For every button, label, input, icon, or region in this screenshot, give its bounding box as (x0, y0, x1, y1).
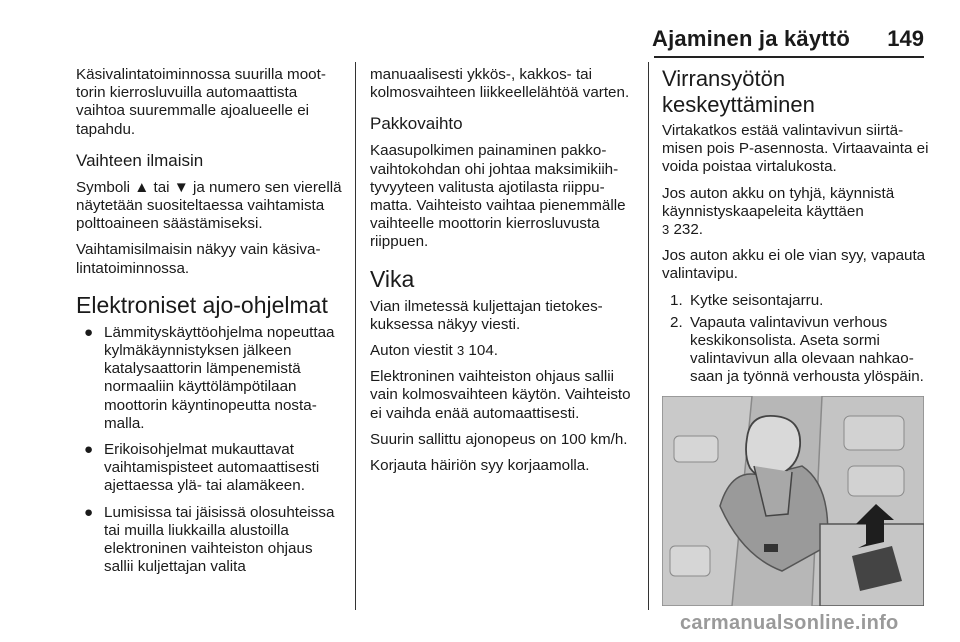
bullet-icon: ● (84, 503, 94, 521)
paragraph-text: Auton viestit (370, 342, 457, 360)
list-item (662, 314, 930, 387)
gear-selector-illustration (662, 396, 924, 606)
page-reference-icon: 3 (456, 343, 465, 359)
page-reference-icon: 3 (662, 222, 670, 238)
list-item-text: Lumisissa tai jäisissä olosuhteissa tai muilla liukkailla alustoilla elektroninen vaihteiston ohjaus sallii kuljettajan valita (104, 503, 335, 576)
step-text: Kytke seisontajarru. (690, 291, 824, 309)
heading-pakkovaihto: Pakkovaihto (370, 114, 463, 134)
bullet-icon: ● (84, 323, 94, 341)
paragraph: Elektroninen vaihteiston ohjaus sallii vain kolmosvaihteen käytön. Vaihteisto ei vaihda enää automaattisesti. (370, 368, 631, 422)
paragraph: Vian ilmetessä kuljettajan tietokeskuksessa näkyy viesti. (370, 297, 603, 333)
header-rule (654, 56, 924, 58)
page-reference: 232. (673, 221, 704, 239)
heading-virransyoton: Virransyötön keskeyttäminen (662, 66, 815, 117)
chapter-title: Ajaminen ja käyttö (652, 26, 850, 51)
step-text: Vapauta valintavivun verhous keskikonsolista. Aseta sormi valintavivun alla olevaan nahkaosaan ja työnnä verhousta ylöspäin. (690, 313, 924, 386)
column-3 (662, 66, 930, 391)
heading-vika: Vika (370, 265, 415, 292)
list-item (76, 441, 346, 496)
paragraph-text: Jos auton akku on tyhjä, käynnistä käynnistyskaapeleita käyttäen (662, 184, 895, 220)
list-item (76, 324, 346, 433)
paragraph: Symboli ▲ tai ▼ ja numero sen vierellä näytetään suositeltaessa vaihtamista polttoaineen säästämiseksi. (76, 178, 342, 233)
list-item (76, 504, 346, 577)
list-item (662, 292, 930, 310)
column-divider (355, 62, 356, 610)
step-number: 2. (670, 313, 683, 331)
list-item-text: Erikoisohjelmat mukauttavat vaihtamispisteet automaattisesti ajettaessa ylä- tai alamäkeen. (104, 441, 320, 495)
paragraph (662, 185, 930, 240)
column-divider (648, 62, 649, 610)
list-item-text: Lämmityskäyttöohjelma nopeuttaa kylmäkäynnistyksen jälkeen katalysaattorin lämpenemistä normaaliin käyttölämpötilaan moottorin käyntinopeutta nostamalla. (104, 323, 335, 432)
bullet-icon: ● (84, 441, 94, 459)
page-number: 149 (887, 26, 924, 51)
paragraph: Kaasupolkimen painaminen pakkovaihtokohdan ohi johtaa maksimikiihtyvyyteen valitusta ajotilasta riippumatta. Vaihteisto vaihtaa pienemmälle vaihteelle moottorin kierrosluvusta riippuen. (370, 142, 626, 251)
bullet-list (76, 324, 346, 577)
step-list (662, 292, 930, 387)
step-number: 1. (670, 291, 683, 309)
paragraph: Vaihtamisilmaisin näkyy vain käsivalintatoiminnossa. (76, 241, 321, 277)
column-1 (76, 66, 346, 584)
paragraph: Korjauta häiriön syy korjaamolla. (370, 457, 590, 475)
paragraph: manuaalisesti ykkös-, kakkos- tai kolmosvaihteen liikkeellelähtöä varten. (370, 66, 630, 102)
paragraph: Virtakatkos estää valintavivun siirtämisen pois P-asennosta. Virtaavainta ei voida poistaa virtalukosta. (662, 122, 929, 176)
paragraph (370, 342, 640, 360)
paragraph: Suurin sallittu ajonopeus on 100 km/h. (370, 430, 628, 448)
watermark: carmanualsonline.info (680, 612, 899, 634)
column-2 (370, 66, 640, 483)
heading-vaihteen-ilmaisin: Vaihteen ilmaisin (76, 150, 204, 170)
page-reference: 104. (468, 342, 498, 360)
heading-elektroniset: Elektroniset ajo-ohjelmat (76, 291, 328, 318)
page-header (0, 0, 960, 58)
gear-selector-drawing (662, 396, 924, 606)
paragraph: Käsivalintatoiminnossa suurilla moottorin kierrosluvuilla automaattista vaihtoa suuremmalle ajoalueelle ei tapahdu. (76, 66, 326, 138)
paragraph: Jos auton akku ei ole vian syy, vapauta valintavipu. (662, 247, 926, 283)
